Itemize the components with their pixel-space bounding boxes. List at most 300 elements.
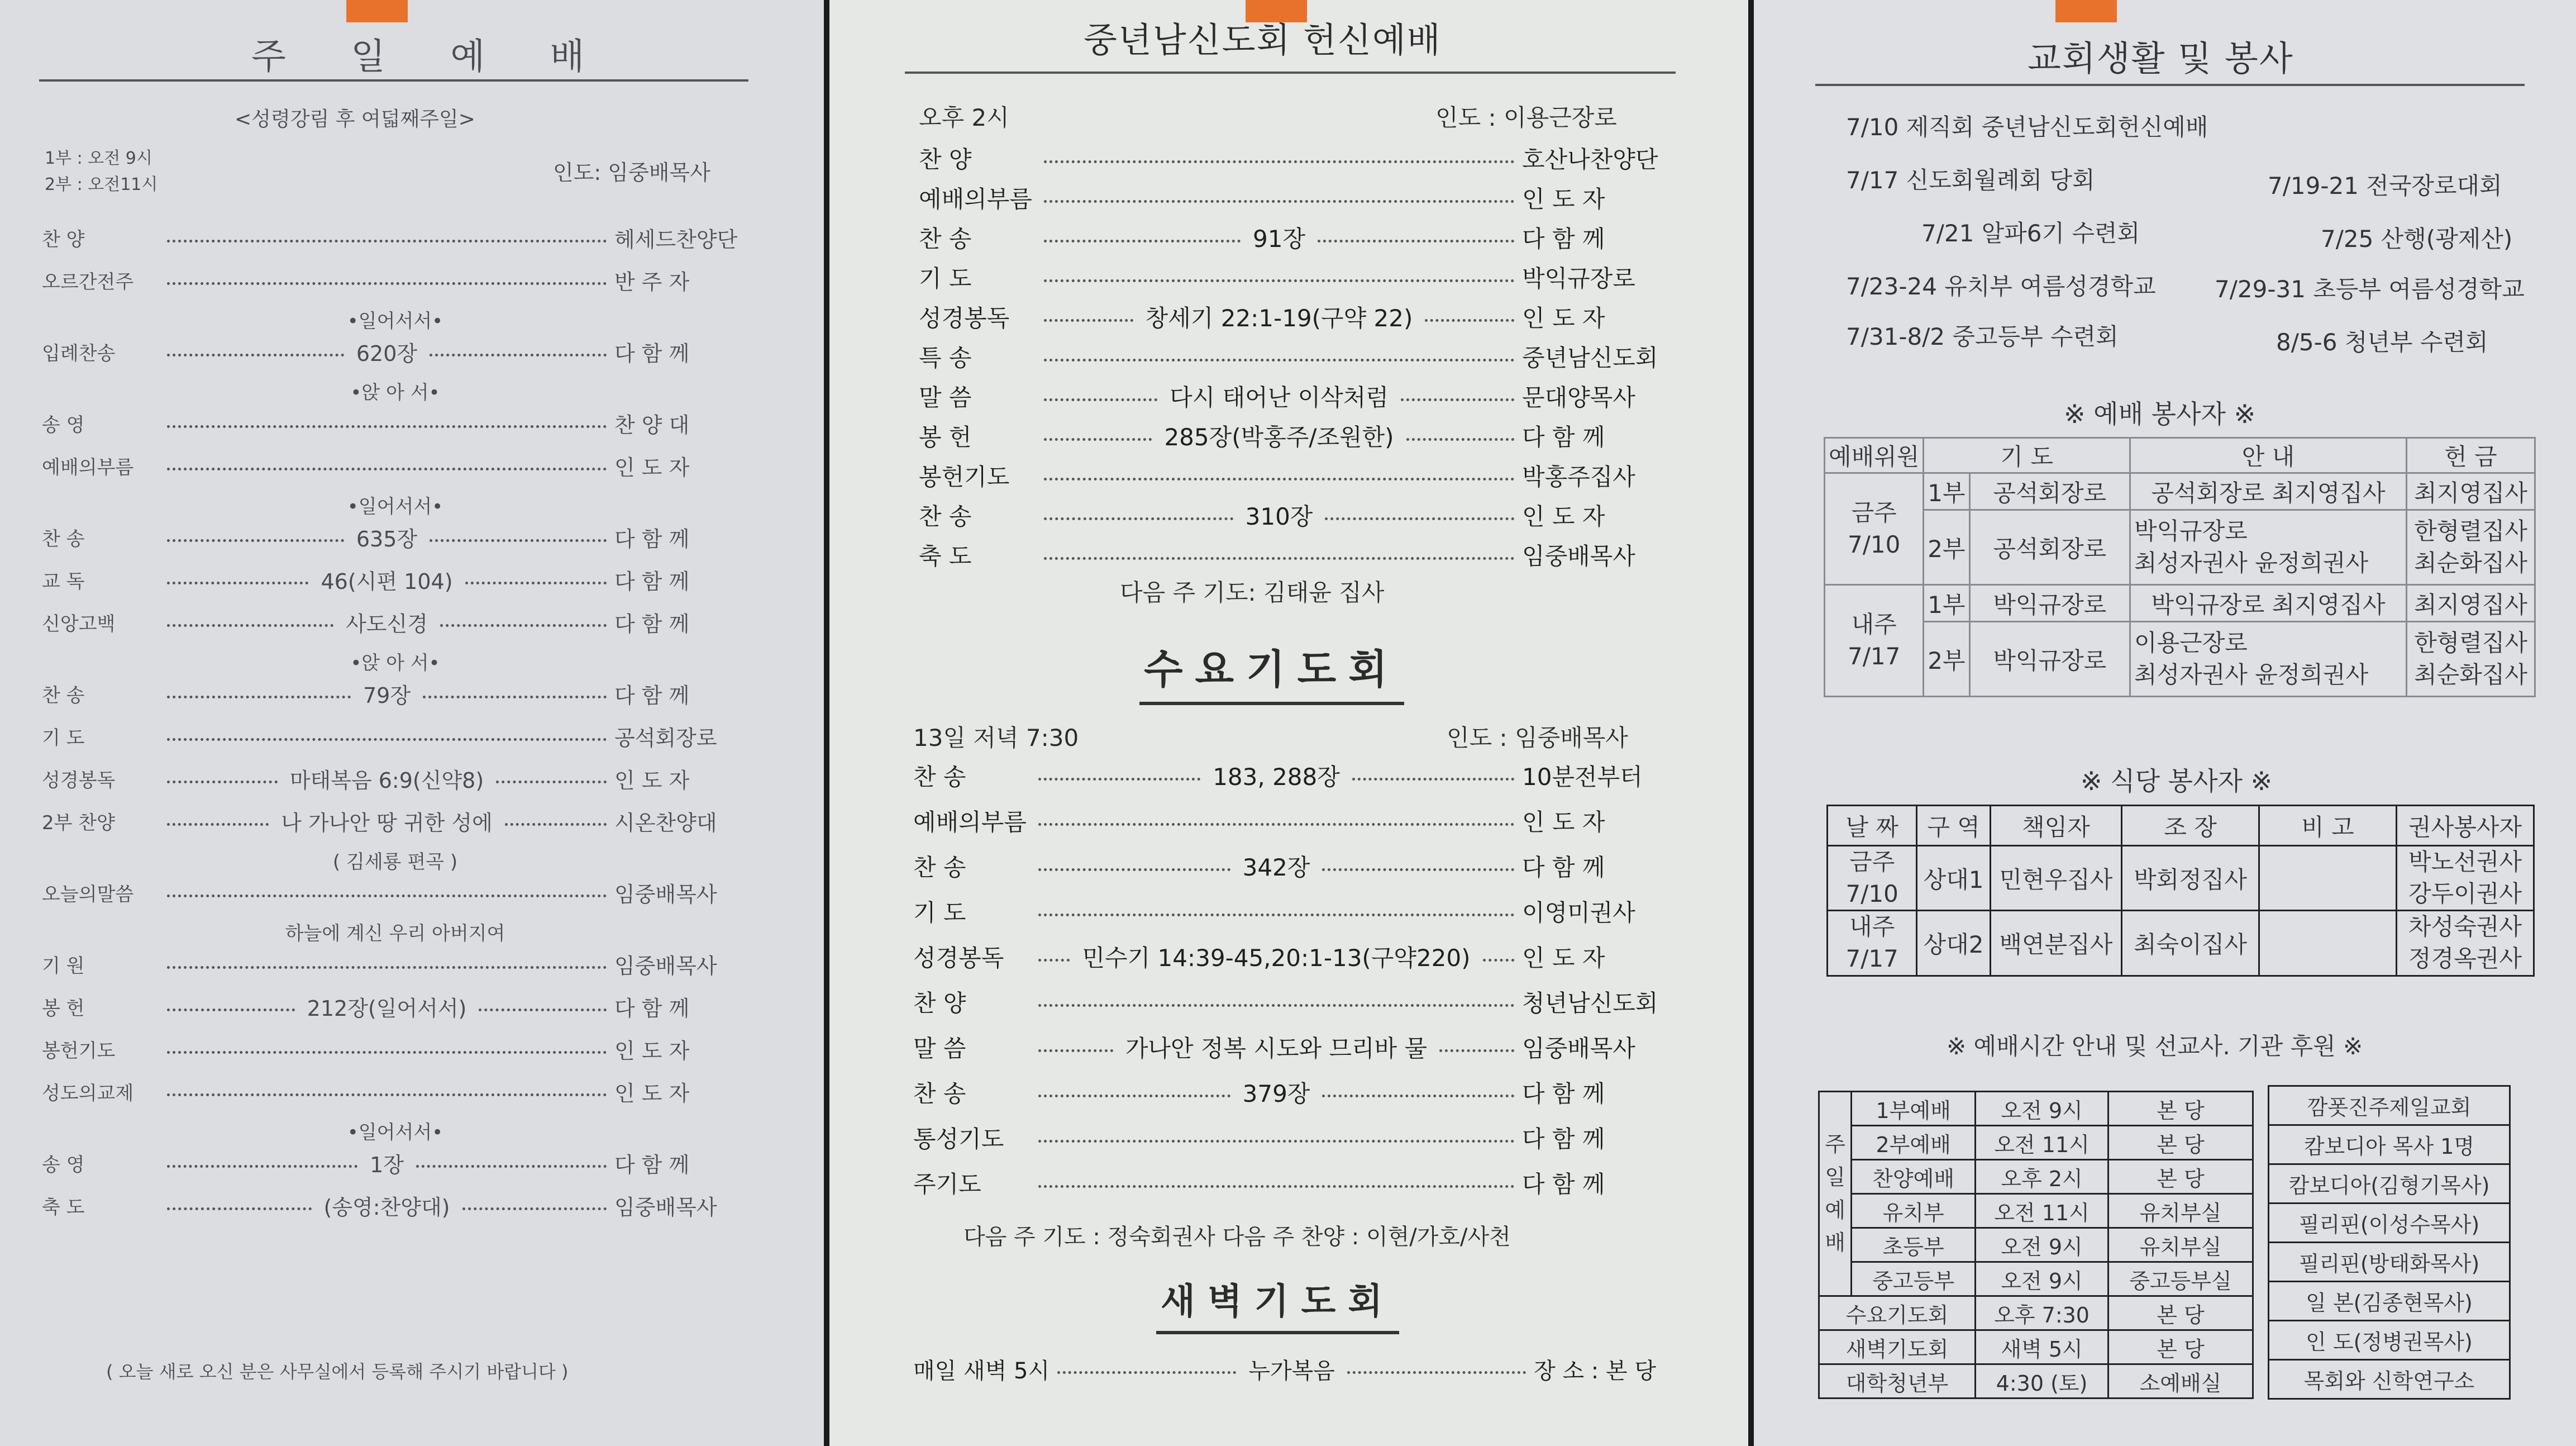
prayer-cell: 공석회장로 — [1969, 473, 2130, 510]
mission-support-item: 필리핀(방태화목사) — [2269, 1243, 2510, 1282]
program-row — [42, 876, 748, 909]
leader-dots — [167, 966, 607, 969]
program-leader: 임중배목사 — [1522, 543, 1635, 570]
program-label: 예배의부름 — [913, 808, 1027, 836]
chief-cell: 박회정집사 — [2122, 846, 2259, 911]
service-time-1: 1부 : 오전 9시 — [45, 149, 152, 168]
service-time-row — [1819, 1228, 2253, 1262]
service-place-cell: 본 당 — [2108, 1160, 2253, 1194]
wednesday-next: 다음 주 기도 : 정숙회권사 다음 주 찬양 : 이현/가호/사천 — [963, 1224, 1511, 1250]
leader-dots — [1038, 1185, 1514, 1188]
program-label: 기 도 — [919, 265, 972, 292]
service-name-cell: 2부예배 — [1852, 1126, 1976, 1160]
program-label: 성경봉독 — [919, 305, 1010, 332]
program-row — [919, 181, 1656, 215]
program-leader: 인 도 자 — [614, 455, 690, 480]
deaconess-cell: 차성숙권사 정경옥권사 — [2396, 911, 2534, 976]
program-row — [42, 605, 748, 639]
program-label: 오늘의말씀 — [42, 883, 134, 906]
program-detail: 사도신경 — [346, 611, 428, 636]
leader-dots — [1038, 868, 1230, 871]
program-label: 말 씀 — [913, 1035, 966, 1062]
part-cell: 1부 — [1924, 473, 1969, 510]
program-row — [913, 759, 1656, 792]
program-leader: 중년남신도회 — [1522, 344, 1658, 372]
col-header: 기 도 — [1924, 438, 2130, 473]
mission-support-item: 목회와 신학연구소 — [2269, 1360, 2510, 1399]
offering-cell: 최지영집사 — [2407, 473, 2535, 510]
program-row — [919, 260, 1656, 294]
service-time-cell: 오전 11시 — [1976, 1194, 2108, 1228]
leader-dots — [1038, 1140, 1514, 1143]
program-row — [919, 340, 1656, 373]
program-label: 찬 송 — [919, 503, 972, 530]
leader-dots — [1322, 1095, 1514, 1097]
meal-volunteers-title: ※ 식당 봉사자 ※ — [2081, 766, 2273, 796]
program-leader: 다 함 께 — [614, 996, 690, 1021]
program-row — [42, 990, 748, 1023]
program-detail: 310장 — [1245, 503, 1313, 530]
program-row — [919, 300, 1656, 334]
service-time-cell: 오후 7:30 — [1976, 1296, 2108, 1330]
section-note: •앉 아 서• — [350, 382, 440, 404]
program-row — [913, 1030, 1656, 1064]
program-label: 봉헌기도 — [919, 463, 1010, 491]
note-cell — [2259, 846, 2397, 911]
program-detail: 212장(일어서서) — [307, 996, 467, 1021]
part-cell: 2부 — [1924, 510, 1969, 585]
leader-label: 인도 : 이용근장로 — [1435, 104, 1617, 131]
program-leader: 박익규장로 — [1522, 265, 1635, 292]
program-label: 기 도 — [913, 899, 966, 926]
program-leader: 다 함 께 — [1522, 1171, 1605, 1198]
leader-dots — [1044, 359, 1514, 362]
leader-dots — [1038, 1049, 1113, 1052]
schedule-item: 7/21 알파6기 수련회 — [1921, 220, 2140, 247]
leader-dots — [1044, 240, 1241, 242]
program-row — [919, 498, 1656, 532]
mission-support-item: 캄보디아 목사 1명 — [2269, 1125, 2510, 1164]
leader-dots — [1439, 1049, 1514, 1052]
schedule-item: 7/25 산행(광제산) — [2321, 225, 2513, 253]
service-time-row — [1819, 1092, 2253, 1126]
program-leader: 인 도 자 — [614, 1038, 690, 1063]
program-leader: 임중배목사 — [614, 882, 717, 907]
leader-dots — [1347, 1371, 1526, 1374]
devotion-service-panel — [829, 0, 1748, 1446]
service-name-cell: 대학청년부 — [1819, 1364, 1976, 1399]
service-title: 중년남신도회 헌신예배 — [1084, 20, 1442, 60]
program-leader: 다 함 께 — [1522, 424, 1605, 451]
leader-dots — [1038, 1095, 1230, 1097]
service-place-cell: 소예배실 — [2108, 1364, 2253, 1399]
program-row — [42, 677, 748, 710]
missions-table — [2268, 1085, 2511, 1400]
service-time-row — [1819, 1364, 2253, 1399]
orange-tab-marker — [346, 0, 408, 22]
program-detail: 나 가나안 땅 귀한 성에 — [281, 810, 493, 835]
leader-dots — [1325, 517, 1514, 520]
leader-dots — [1483, 959, 1514, 962]
schedule-item: 7/17 신도회월례회 당회 — [1846, 167, 2095, 194]
service-name-cell: 유치부 — [1852, 1194, 1976, 1228]
dawn-title: 새벽기도회 — [1156, 1273, 1399, 1334]
mission-support-item: 깜폿진주제일교회 — [2269, 1086, 2510, 1125]
col-header: 권사봉사자 — [2396, 806, 2534, 846]
service-time-row — [1819, 1262, 2253, 1296]
program-detail: 다시 태어난 이삭처럼 — [1170, 384, 1389, 411]
worship-volunteers-title: ※ 예배 봉사자 ※ — [2064, 399, 2256, 429]
service-time-row — [1819, 1330, 2253, 1364]
program-row — [913, 849, 1656, 883]
mission-support-item: 인 도(정병권목사) — [2269, 1321, 2510, 1360]
leader-dots — [423, 696, 607, 698]
orange-tab-marker — [2055, 0, 2117, 22]
leader-dots — [167, 539, 344, 542]
wednesday-time: 13일 저녁 7:30 — [913, 724, 1079, 751]
program-leader: 다 함 께 — [1522, 1125, 1605, 1153]
leader-dots — [167, 823, 269, 826]
prayer-cell: 박익규장로 — [1969, 622, 2130, 697]
program-leader: 이영미권사 — [1522, 899, 1635, 926]
program-leader: 임중배목사 — [614, 1195, 717, 1220]
service-place-cell: 중고등부실 — [2108, 1262, 2253, 1296]
program-row — [913, 1121, 1656, 1154]
program-label: 교 독 — [42, 570, 85, 593]
wednesday-leader: 인도 : 임중배목사 — [1447, 724, 1628, 751]
program-row — [919, 221, 1656, 254]
leader-dots — [1044, 478, 1514, 481]
leader-dots — [1057, 1371, 1236, 1374]
leader-dots — [167, 895, 607, 897]
leader-dots — [167, 1165, 357, 1168]
leader-dots — [167, 468, 607, 470]
program-row — [42, 449, 748, 482]
program-leader: 공석회장로 — [614, 725, 717, 750]
leader-dots — [1044, 398, 1157, 401]
leader-dots — [167, 696, 351, 698]
prayer-cell: 공석회장로 — [1969, 510, 2130, 585]
program-detail: 마태복음 6:9(신약8) — [289, 768, 484, 793]
schedule-item: 7/31-8/2 중고등부 수련회 — [1846, 323, 2119, 350]
program-row — [42, 563, 748, 596]
col-header: 날 짜 — [1828, 806, 1917, 846]
program-leader: 박홍주집사 — [1522, 463, 1635, 491]
leader-dots — [1406, 438, 1514, 441]
page-title: 주 일 예 배 — [251, 36, 612, 78]
program-row — [919, 459, 1656, 492]
sunday-worship-panel — [0, 0, 824, 1446]
guide-cell: 공석회장로 최지영집사 — [2130, 473, 2407, 510]
leader-dots — [1038, 959, 1070, 962]
leader-dots — [1044, 279, 1514, 282]
guide-cell: 박익규장로 최지영집사 — [2130, 585, 2407, 622]
leader-dots — [1044, 160, 1514, 163]
program-label: 찬 송 — [913, 854, 966, 881]
col-header: 조 장 — [2122, 806, 2259, 846]
program-leader: 청년남신도회 — [1522, 990, 1658, 1017]
section-note: •일어서서• — [347, 310, 443, 332]
program-row — [42, 719, 748, 753]
note-cell — [2259, 911, 2397, 976]
leader-dots — [1038, 823, 1514, 826]
leader-dots — [1044, 200, 1514, 203]
service-time: 오후 2시 — [919, 104, 1009, 131]
dawn-place: 장 소 : 본 당 — [1534, 1358, 1656, 1384]
program-detail: 민수기 14:39-45,20:1-13(구약220) — [1082, 944, 1471, 972]
leader-dots — [430, 354, 607, 356]
service-time-cell: 오전 11시 — [1976, 1126, 2108, 1160]
program-row — [42, 1074, 748, 1108]
program-leader: 인 도 자 — [1522, 305, 1605, 332]
schedule-item: 7/10 제직회 중년남신도회헌신예배 — [1846, 113, 2208, 141]
leader-dots — [505, 823, 607, 826]
leader-dots — [167, 240, 607, 242]
program-label: 말 씀 — [919, 384, 972, 411]
program-row — [919, 419, 1656, 453]
date-cell: 내주 7/17 — [1828, 911, 1917, 976]
program-leader: 다 함 께 — [614, 526, 690, 551]
program-leader: 임중배목사 — [1522, 1035, 1635, 1062]
leader-dots — [440, 624, 607, 627]
footer-note: ( 오늘 새로 오신 분은 사무실에서 등록해 주시기 바랍니다 ) — [106, 1361, 569, 1382]
program-label: 송 영 — [42, 1153, 85, 1176]
col-header: 헌 금 — [2407, 438, 2535, 473]
leader-dots — [416, 1165, 607, 1168]
program-label: 찬 송 — [42, 527, 85, 550]
area-cell: 상대1 — [1917, 846, 1990, 911]
program-detail: 1장 — [370, 1152, 404, 1177]
program-label: 봉 헌 — [42, 997, 85, 1020]
program-row — [42, 221, 748, 254]
service-name-cell: 1부예배 — [1852, 1092, 1976, 1126]
leader-dots — [1401, 398, 1514, 401]
program-label: 오르간전주 — [42, 270, 134, 293]
title-rule — [39, 79, 748, 82]
program-detail: 379장 — [1242, 1080, 1310, 1107]
area-cell: 상대2 — [1917, 911, 1990, 976]
schedule-item: 7/23-24 유치부 여름성경학교 — [1846, 273, 2156, 300]
col-header: 비 고 — [2259, 806, 2397, 846]
leader-dots — [462, 1207, 607, 1210]
col-header: 안 내 — [2130, 438, 2407, 473]
title-rule — [905, 72, 1676, 74]
service-name-cell: 새벽기도회 — [1819, 1330, 1976, 1364]
subtitle: <성령강림 후 여덟째주일> — [235, 108, 475, 131]
chief-cell: 최숙이집사 — [2122, 911, 2259, 976]
leader-dots — [167, 282, 607, 285]
leader-dots — [167, 1207, 312, 1210]
program-leader: 호산나찬양단 — [1522, 146, 1658, 173]
program-row — [913, 1076, 1656, 1109]
program-label: 입례찬송 — [42, 342, 116, 365]
program-leader: 인 도 자 — [614, 768, 690, 793]
meal-volunteers-table — [1826, 805, 2535, 977]
leader-dots — [1038, 1004, 1514, 1007]
date-cell: 금주 7/10 — [1828, 846, 1917, 911]
service-time-cell: 오전 9시 — [1976, 1228, 2108, 1262]
leader-dots — [1425, 319, 1514, 322]
program-row — [42, 762, 748, 795]
program-leader: 인 도 자 — [614, 1081, 690, 1106]
title-rule — [1815, 84, 2525, 86]
program-leader: 인 도 자 — [1522, 944, 1605, 972]
program-label: 성경봉독 — [42, 769, 116, 792]
program-label: 찬 양 — [919, 146, 972, 173]
program-detail: (송영:찬양대) — [323, 1195, 450, 1220]
program-row — [42, 520, 748, 554]
dawn-scripture: 누가복음 — [1248, 1358, 1335, 1384]
program-leader: 임중배목사 — [614, 953, 717, 978]
leader-dots — [1044, 319, 1133, 322]
col-header: 책임자 — [1990, 806, 2121, 846]
program-label: 예배의부름 — [42, 456, 134, 479]
program-label: 통성기도 — [913, 1125, 1004, 1153]
leader-dots — [430, 539, 607, 542]
program-leader: 문대양목사 — [1522, 384, 1635, 411]
service-place-cell: 본 당 — [2108, 1296, 2253, 1330]
sunday-label-cell: 주일예배 — [1819, 1092, 1852, 1296]
leader-dots — [1352, 778, 1514, 781]
program-leader: 시온찬양대 — [614, 810, 717, 835]
section-note: ( 김세룡 편곡 ) — [332, 851, 458, 873]
worship-volunteers-table — [1824, 437, 2536, 697]
program-row — [42, 1188, 748, 1222]
leader-dots — [167, 1009, 295, 1011]
program-row — [42, 263, 748, 297]
offering-cell: 한형렬집사 최순화집사 — [2407, 622, 2535, 697]
program-row — [42, 1146, 748, 1179]
program-leader: 인 도 자 — [1522, 808, 1605, 836]
week-cell: 금주 7/10 — [1825, 473, 1924, 585]
program-detail: 46(시편 104) — [321, 569, 453, 594]
program-detail: 가나안 정복 시도와 므리바 물 — [1125, 1035, 1428, 1062]
leader-dots — [496, 781, 607, 783]
program-leader: 인 도 자 — [1522, 185, 1605, 213]
schedule-item: 7/29-31 초등부 여름성경학교 — [2215, 275, 2525, 303]
program-row — [919, 141, 1656, 175]
program-leader: 10분전부터 — [1522, 763, 1643, 791]
program-label: 기 도 — [42, 726, 85, 749]
program-row — [913, 804, 1656, 838]
leader-dots — [465, 582, 607, 584]
program-label: 송 영 — [42, 413, 85, 436]
service-time-cell: 새벽 5시 — [1976, 1330, 2108, 1364]
offering-cell: 한형렬집사 최순화집사 — [2407, 510, 2535, 585]
program-label: 주기도 — [913, 1171, 981, 1198]
leader-dots — [1318, 240, 1514, 242]
program-label: 성도의교제 — [42, 1082, 134, 1105]
program-label: 기 원 — [42, 954, 85, 977]
service-place-cell: 본 당 — [2108, 1126, 2253, 1160]
leader-dots — [167, 1093, 607, 1096]
program-label: 축 도 — [919, 543, 972, 570]
lead-cell: 민현우집사 — [1990, 846, 2121, 911]
section-note: 하늘에 계신 우리 아버지여 — [285, 922, 505, 945]
service-name-cell: 중고등부 — [1852, 1262, 1976, 1296]
mission-support-item: 일 본(김종현목사) — [2269, 1282, 2510, 1321]
leader-dots — [1322, 868, 1514, 871]
prayer-cell: 박익규장로 — [1969, 585, 2130, 622]
section-note: •앉 아 서• — [350, 652, 440, 674]
leader-dots — [167, 781, 278, 783]
col-header: 예배위원 — [1825, 438, 1924, 473]
program-label: 예배의부름 — [919, 185, 1032, 213]
service-times-table — [1818, 1091, 2254, 1399]
program-detail: 91장 — [1253, 225, 1306, 253]
program-leader: 헤세드찬양단 — [614, 227, 738, 252]
col-header: 구 역 — [1917, 806, 1990, 846]
program-leader: 다 함 께 — [1522, 1080, 1605, 1107]
service-times-title: ※ 예배시간 안내 및 선교사. 기관 후원 ※ — [1947, 1033, 2363, 1060]
program-label: 신앙고백 — [42, 612, 116, 635]
program-row — [919, 538, 1656, 572]
program-detail: 342장 — [1242, 854, 1310, 881]
program-leader: 다 함 께 — [614, 1152, 690, 1177]
leader-dots — [1044, 517, 1233, 520]
service-time-row — [1819, 1160, 2253, 1194]
schedule-item: 8/5-6 청년부 수련회 — [2276, 329, 2488, 356]
leader-label: 인도: 임중배목사 — [553, 160, 710, 185]
dawn-line — [913, 1352, 1656, 1386]
program-label: 찬 송 — [919, 225, 972, 253]
program-row — [913, 895, 1656, 928]
program-label: 찬 송 — [913, 1080, 966, 1107]
guide-cell: 박익규장로 최성자권사 윤정희권사 — [2130, 510, 2407, 585]
offering-cell: 최지영집사 — [2407, 585, 2535, 622]
program-detail: 620장 — [356, 341, 418, 366]
leader-dots — [1044, 438, 1152, 441]
program-detail: 635장 — [356, 526, 418, 551]
next-week-prayer: 다음 주 기도: 김태윤 집사 — [1120, 579, 1385, 606]
program-detail: 285장(박홍주/조원한) — [1164, 424, 1394, 451]
service-name-cell: 초등부 — [1852, 1228, 1976, 1262]
leader-dots — [167, 354, 344, 356]
service-place-cell: 본 당 — [2108, 1092, 2253, 1126]
leader-dots — [167, 624, 333, 627]
program-leader: 다 함 께 — [1522, 225, 1605, 253]
program-row — [42, 804, 748, 838]
program-detail: 79장 — [362, 683, 411, 708]
service-place-cell: 유치부실 — [2108, 1228, 2253, 1262]
service-name-cell: 찬양예배 — [1852, 1160, 1976, 1194]
leader-dots — [167, 738, 607, 741]
program-row — [42, 406, 748, 440]
week-cell: 내주 7/17 — [1825, 585, 1924, 697]
program-label: 성경봉독 — [913, 944, 1004, 972]
wednesday-title: 수요기도회 — [1139, 637, 1404, 705]
part-cell: 2부 — [1924, 622, 1969, 697]
program-leader: 찬 양 대 — [614, 412, 690, 437]
dawn-time: 매일 새벽 5시 — [913, 1358, 1050, 1384]
program-label: 봉헌기도 — [42, 1039, 116, 1062]
lead-cell: 백연분집사 — [1990, 911, 2121, 976]
mission-support-item: 캄보디아(김형기목사) — [2269, 1164, 2510, 1204]
service-time-row — [1819, 1296, 2253, 1330]
program-leader: 인 도 자 — [1522, 503, 1605, 530]
program-detail: 183, 288장 — [1213, 763, 1340, 791]
service-time-cell: 오전 9시 — [1976, 1262, 2108, 1296]
program-label: 찬 양 — [913, 990, 966, 1017]
program-label: 봉 헌 — [919, 424, 972, 451]
program-label: 특 송 — [919, 344, 972, 372]
service-time-cell: 오후 2시 — [1976, 1160, 2108, 1194]
leader-dots — [167, 582, 308, 584]
leader-dots — [1038, 914, 1514, 916]
church-life-panel — [1754, 0, 2576, 1446]
section-note: •일어서서• — [347, 496, 443, 518]
mission-support-item: 필리핀(이성수목사) — [2269, 1204, 2510, 1243]
